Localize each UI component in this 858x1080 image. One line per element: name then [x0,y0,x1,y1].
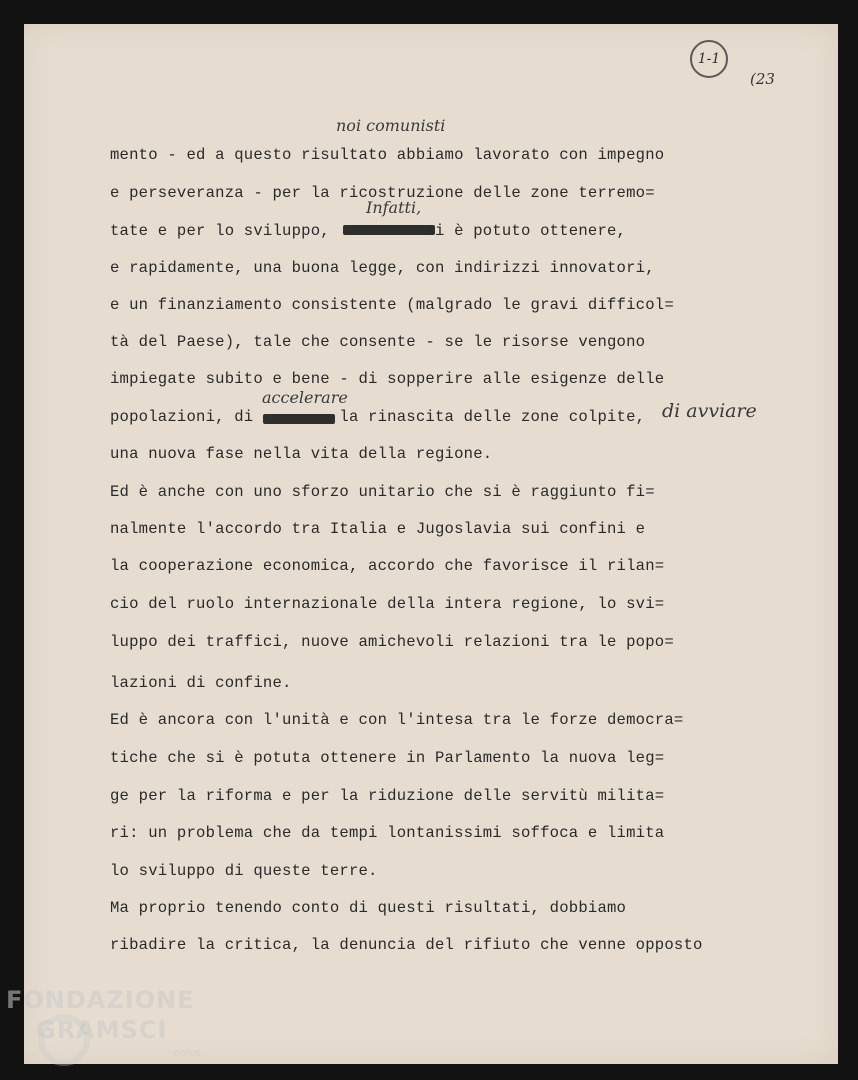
handwritten-insert-di-avviare: di avviare [662,400,757,422]
handwritten-insert-infatti: Infatti, [366,198,422,217]
text-line: Ed è anche con uno sforzo unitario che si è raggiunto fi= [110,483,655,501]
text-line: luppo dei traffici, nuove amichevoli relazioni tra le popo= [110,633,674,651]
text-line: mento - ed a questo risultato abbiamo lavorato con impegno [110,146,665,164]
text-line: tate e per lo sviluppo, si è potuto ottenere, [110,222,627,240]
handwritten-page-number: (23 [750,70,775,88]
text-line: nalmente l'accordo tra Italia e Jugoslavia sui confini e [110,520,646,538]
watermark-line-2: GRAMSCI [36,1016,168,1044]
text-line: la cooperazione economica, accordo che favorisce il rilan= [110,557,665,575]
watermark-line-1: FONDAZIONE [6,986,195,1014]
text-line: tiche che si è potuta ottenere in Parlamento la nuova leg= [110,749,665,767]
text-line: e rapidamente, una buona legge, con indirizzi innovatori, [110,259,655,277]
handwritten-insert-accelerare: accelerare [262,388,348,407]
text-line: una nuova fase nella vita della regione. [110,445,493,463]
text-line: lo sviluppo di queste terre. [110,862,378,880]
text-line: impiegate subito e bene - di sopperire alle esigenze delle [110,370,665,388]
text-line: popolazioni, di la rinascita delle zone colpite, [110,408,646,426]
text-line: Ed è ancora con l'unità e con l'intesa tra le forze democra= [110,711,684,729]
page-marker-circle: 1-1 [690,40,728,78]
text-line: Ma proprio tenendo conto di questi risultati, dobbiamo [110,899,627,917]
text-line: lazioni di confine. [110,674,292,692]
text-line: e perseveranza - per la ricostruzione delle zone terremo= [110,184,655,202]
text-line: ribadire la critica, la denuncia del rifiuto che venne opposto [110,936,703,954]
text-line: ri: un problema che da tempi lontanissimi soffoca e limita [110,824,665,842]
text-line: ge per la riforma e per la riduzione delle servitù milita= [110,787,665,805]
text-line: e un finanziamento consistente (malgrado le gravi difficol= [110,296,674,314]
watermark-line-3: onlus [174,1048,201,1059]
text-line: tà del Paese), tale che consente - se le risorse vengono [110,333,646,351]
text-line: cio del ruolo internazionale della intera regione, lo svi= [110,595,665,613]
handwritten-insert-noi-comunisti: noi comunisti [336,116,446,135]
